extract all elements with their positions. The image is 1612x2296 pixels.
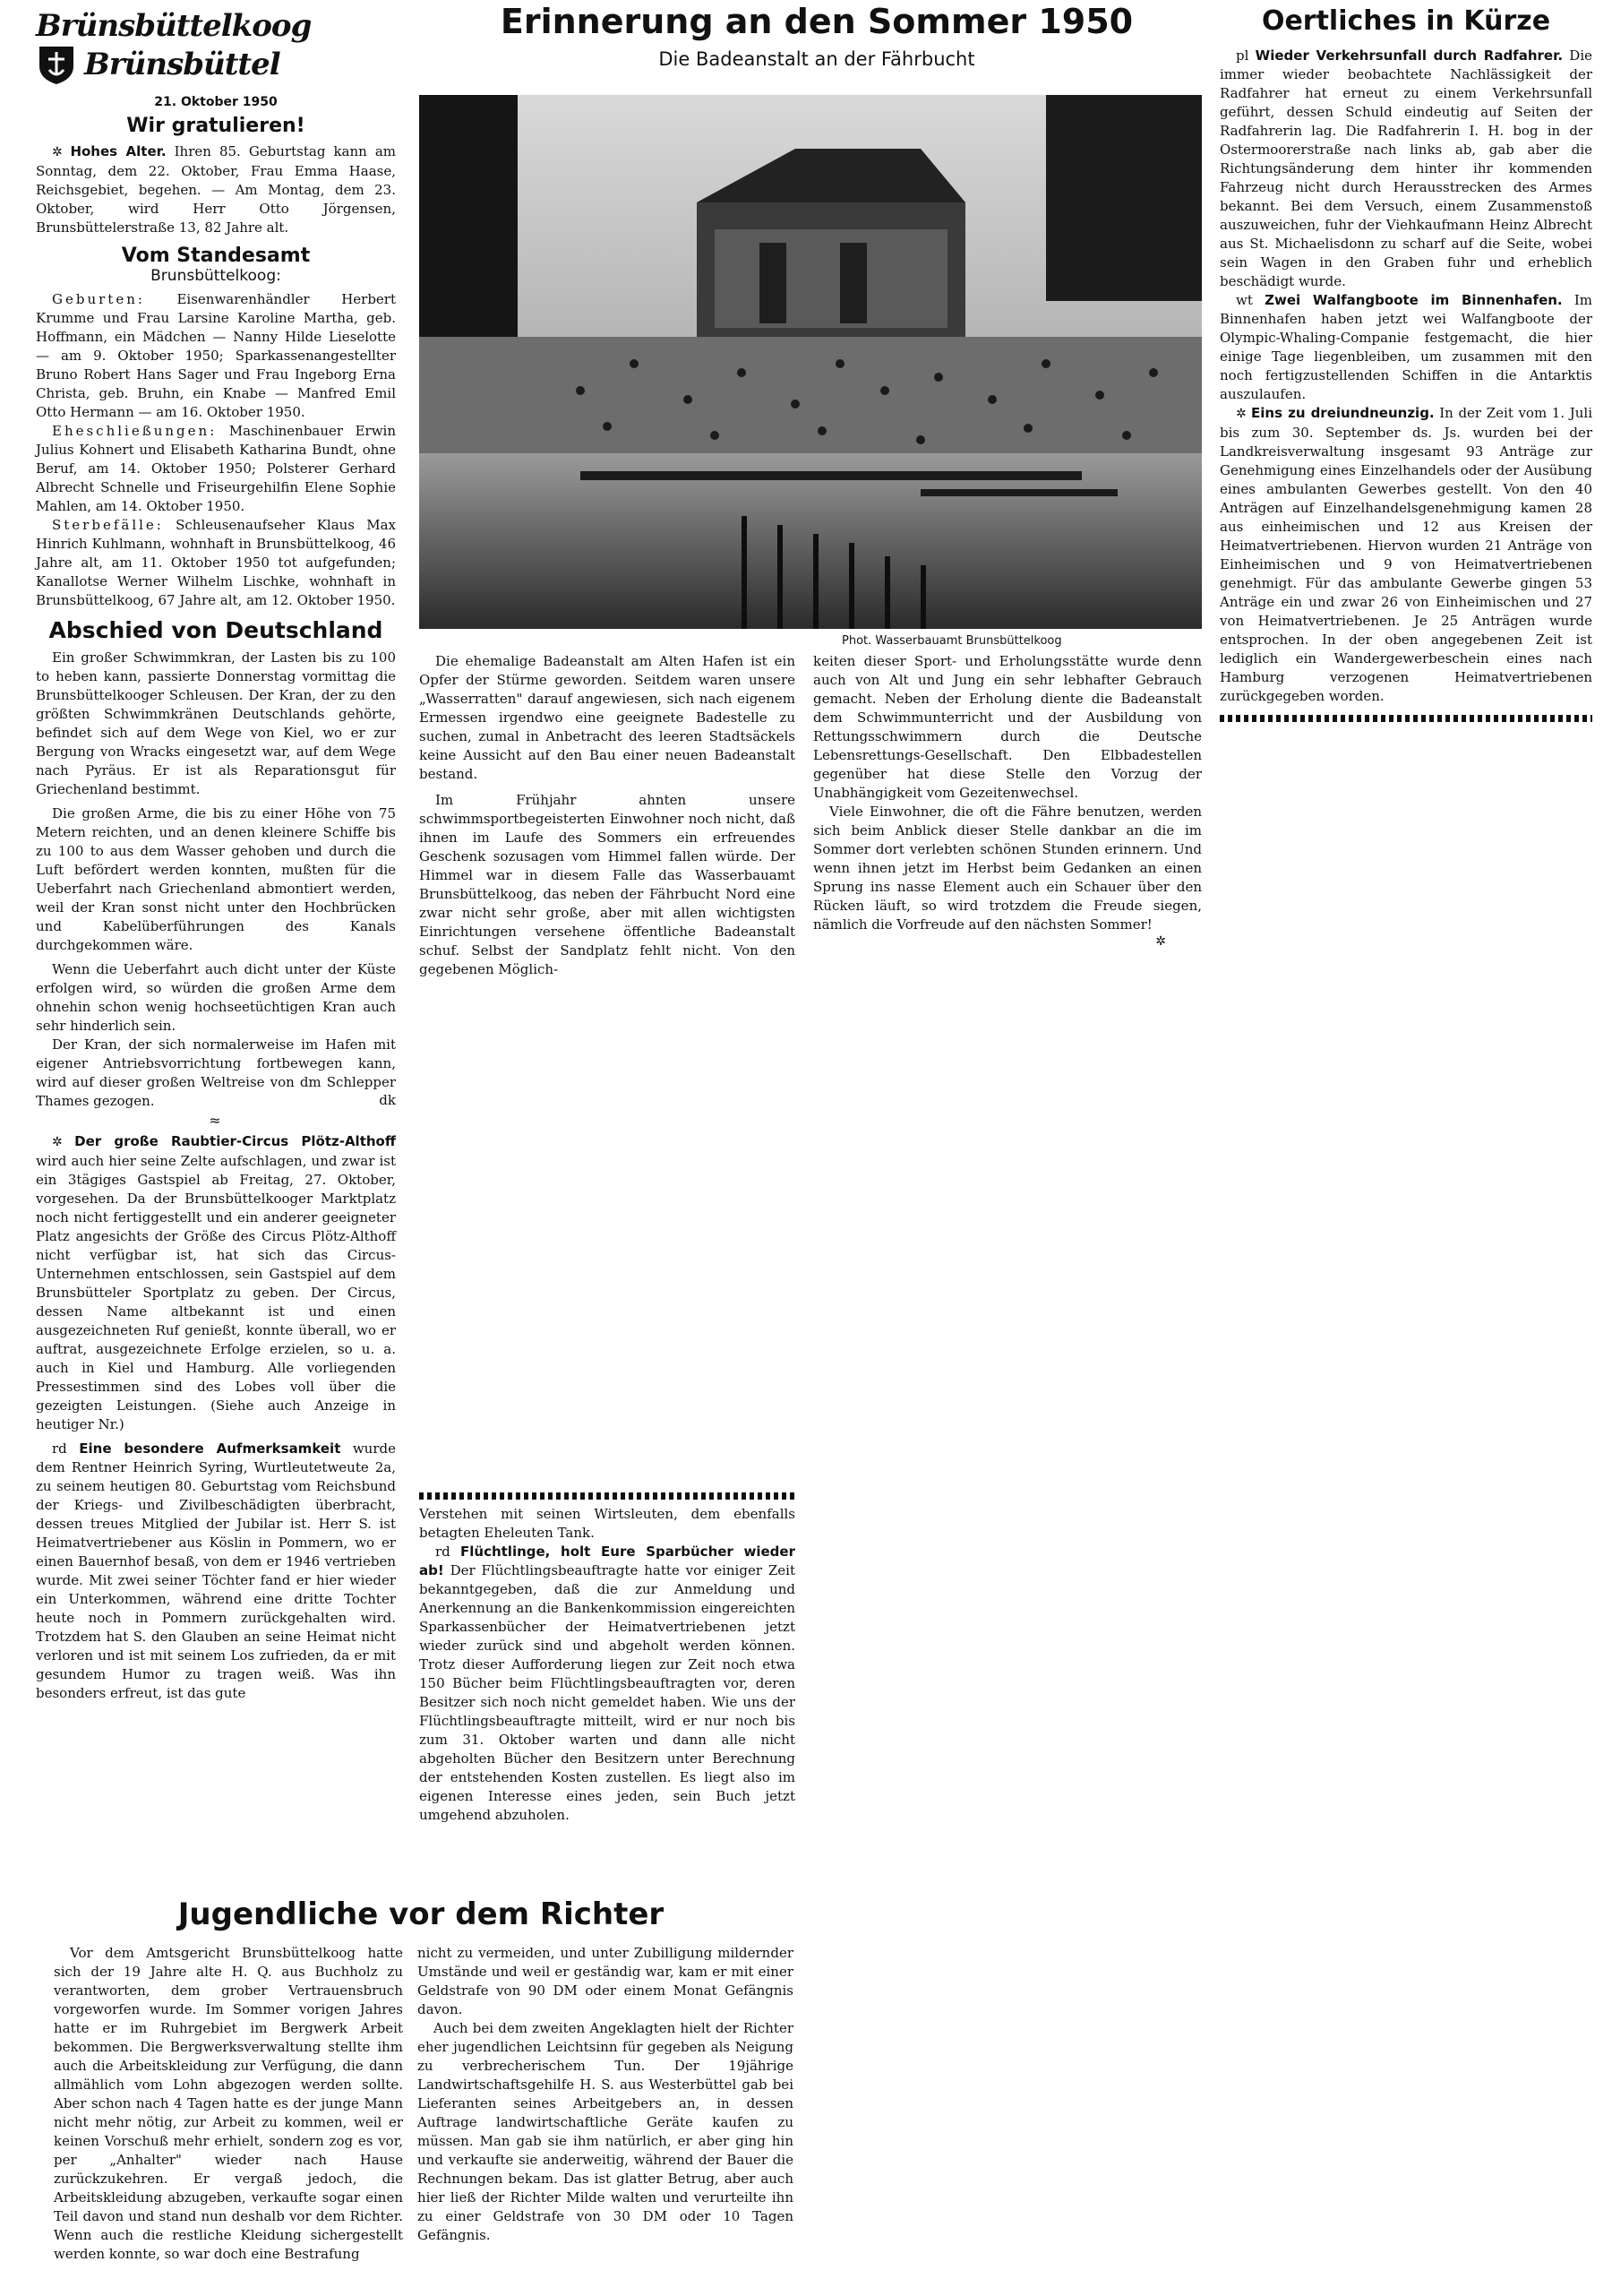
refugees-paragraph: rd Flüchtlinge, holt Eure Sparbücher wieder ab! Der Flüchtlingsbeauftragte hatte vor einiger Zeit bekanntgegeben, daß die zur Anmeldung und Anerkennung an die Bankenkommission eingereichten Sparkassenbücher der Heimatvertriebenen jetzt wieder zurück sind und abgeholt werden können. Trotz dieser Aufforderung liegen zur Zeit noch etwa 150 Bücher beim Flüchtlingsbeauftragten vor, deren Besitzer sich noch nicht gemeldet haben. Wie uns der Flüchtlingsbeauftragte mitteilt, wird er nur noch bis zum 31. Oktober warten und dann alle nicht abgeholten Bücher den Besitzern unter Berechnung der entstehenden Kosten zustellen. Es liegt also im eigenen Interesse eines jeden, sein Buch jetzt umgehend abzuholen. [419, 1544, 795, 1823]
left-column [36, 9, 396, 1703]
middle-text-col-1 [419, 652, 795, 979]
bottom-article [36, 1895, 806, 1947]
badeanstalt-paragraph-1: Die ehemalige Badeanstalt am Alten Hafen ist ein Opfer der Stürme geworden. Seitdem waren unsere „Wasserratten" darauf angewiesen, sich nach eigenem Ermessen irgendwo eine geeignete Badestelle zu suchen, zumal in Anbetracht des leeren Stadtsäckels keine Aussicht auf den Bau einer neuen Badeanstalt bestand. [419, 653, 795, 782]
middle-text-col-2 [813, 652, 1202, 949]
middle-lower-column [419, 1487, 795, 1825]
bathing-scene-image [419, 95, 1202, 629]
masthead-line1: Brünsbüttelkoog [36, 8, 312, 44]
tank-paragraph: Verstehen mit seinen Wirtsleuten, dem ebenfalls betagten Eheleuten Tank. [419, 1506, 795, 1541]
masthead [36, 9, 358, 86]
issue-date: 21. Oktober 1950 [154, 95, 278, 109]
births-paragraph: Geburten: Eisenwarenhändler Herbert Krumme und Frau Larsine Karoline Martha, geb. Hoffmann, ein Mädchen — Nanny Hilde Lieselotte — am 9. Oktober 1950; Sparkassenangestellter Bruno Robert Hans Sager und Frau Ingeborg Erna Christa, geb. Bruhn, ein Knabe — Manfred Emil Otto Hermann — am 16. Oktober 1950. [36, 291, 396, 420]
local-news-title: Oertliches in Kürze [1261, 5, 1551, 37]
bathing-photo [419, 95, 1202, 629]
standesamt-title: Vom Standesamt [121, 245, 311, 267]
article-subtitle: Die Badeanstalt an der Fährbucht [658, 48, 975, 70]
photo-credit: Phot. Wasserbauamt Brunsbüttelkoog [842, 634, 1062, 648]
applications-paragraph: ✲ Eins zu dreiundneunzig. In der Zeit vom 1. Juli bis zum 30. September ds. Js. wurden bei der Landkreisverwaltung insgesamt 93 Anträge zur Genehmigung eines Einzelhandels oder der Ausübung eines ambulanten Gewerbes gestellt. Von den 40 Anträgen auf Einzelhandelsgenehmigung kamen 28 aus einheimischen und 12 aus Kreisen der Heimatvertriebenen. Hiervon wurden 21 Anträge von Einheimischen und 9 von Heimatvertriebenen genehmigt. Für das ambulante Gewerbe gingen 53 Anträge ein und zwar 26 von Einheimischen und 27 von Heimatvertriebenen. Je 25 Anträgen wurde entsprochen. In der oben angegebenen Zeit ist lediglich ein Wandergewerbeschein eines nach Hamburg verzogenen Heimatvertriebenen zurückgegeben worden. [1220, 405, 1592, 704]
badeanstalt-paragraph-3: keiten dieser Sport- und Erholungsstätte wurde denn auch von Alt und Jung ein sehr lebhafter Gebrauch gemacht. Neben der Erholung diente die Badeanstalt dem Schwimmunterricht und der Ausbildung von Rettungsschwimmern durch die Deutsche Lebensrettungs-Gesellschaft. Den Elbbadestellen gegenüber hat diese Stelle den Vorzug der Unabhängigkeit vom Gezeitenwechsel. [813, 653, 1202, 801]
wave-separator: ≈ [209, 1112, 223, 1129]
abschied-paragraph-4: Der Kran, der sich normalerweise im Hafen mit eigener Antriebsvorrichtung fortbewegen kann, wird auf dieser großen Weltreise von dm Schlepper Thames gezogen. [36, 1036, 396, 1109]
article-title: Erinnerung an den Sommer 1950 [500, 2, 1134, 41]
deaths-paragraph: Sterbefälle: Schleusenaufseher Klaus Max Hinrich Kuhlmann, wohnhaft in Brunsbüttelkoog, 46 Jahre alt, am 11. Oktober 1950 tot aufgefunden; Kanallotse Werner Wilhelm Lischke, wohnhaft in Brunsbüttelkoog, 67 Jahre alt, am 12. Oktober 1950. [36, 517, 396, 608]
circus-paragraph: ✲ Der große Raubtier-Circus Plötz-Althoff wird auch hier seine Zelte aufschlagen, und zwar ist ein 3tägiges Gastspiel ab Freitag, 27. Oktober, vorgesehen. Da der Brunsbüttelkooger Marktplatz noch nicht fertiggestellt und ein anderer geeigneter Platz angesichts der Größe des Circus Plötz-Althoff nicht verfügbar ist, hat sich das Circus-Unternehmen entschlossen, sein Gastspiel auf dem Brunsbütteler Sportplatz zu geben. Der Circus, dessen Name altbekannt ist und einen ausgezeichneten Ruf genießt, konnte überall, wo er auftrat, ausgezeichnete Erfolge erzielen, so u. a. auch in Kiel und Hamburg. Alle vorliegenden Pressestimmen sind des Lobes voll über die gezeigten Leistungen. (Siehe auch Anzeige in heutiger Nr.) [36, 1133, 396, 1432]
bottom-col-1 [54, 1944, 403, 2264]
youth-court-paragraph-2: nicht zu vermeiden, und unter Zubilligung mildernder Umstände und weil er geständig war, kam er mit einer Geldstrafe von 90 DM oder einem Monat Gefängnis davon. [417, 1945, 793, 2017]
congrats-title: Wir gratulieren! [126, 115, 305, 137]
middle-section [414, 0, 1220, 70]
masthead-line2: Brünsbüttel [84, 47, 280, 82]
star-icon: ✲ [52, 145, 71, 159]
marriages-paragraph: Eheschließungen: Maschinenbauer Erwin Julius Kohnert und Elisabeth Katharina Bundt, ohne Beruf, am 14. Oktober 1950; Polsterer Gerhard Albrecht Schnelle und Friseurgehilfin Elene Sophie Mahlen, am 14. Oktober 1950. [36, 423, 396, 514]
youth-court-paragraph-3: Auch bei dem zweiten Angeklagten hielt der Richter eher jugendlichen Leichtsinn für gegeben als Neigung zu verbrecherischem Tun. Der 19jährige Landwirtschaftsgehilfe H. S. aus Westerbüttel gab bei Lieferanten seines Arbeitgebers an, in dessen Auftrage landwirtschaftliche Geräte kaufen zu müssen. Man gab sie ihm natürlich, er aber ging hin und verkaufte sie anderweitig, während der Bauer die Rechnungen bekam. Das ist glatter Betrug, aber auch hier ließ der Richter Milde walten und verurteilte ihn zu einer Geldstrafe von 30 DM oder 10 Tagen Gefängnis. [417, 2020, 793, 2243]
star-icon: ✲ [1155, 934, 1166, 949]
congrats-paragraph: ✲ Hohes Alter. Ihren 85. Geburtstag kann am Sonntag, dem 22. Oktober, Frau Emma Haase, Reichsgebiet, begehen. — Am Montag, dem 23. Oktober, wird Herr Otto Jörgensen, Brunsbüttelerstraße 13, 82 Jahre alt. [36, 143, 396, 236]
abschied-title: Abschied von Deutschland [48, 617, 383, 643]
coat-of-arms-icon [36, 43, 77, 86]
abschied-paragraph-3: Wenn die Ueberfahrt auch dicht unter der Küste erfolgen wird, so würden die großen Arme dem ohnehin schon wenig hochseetüchtigen Kran auch sehr hinderlich sein. [36, 961, 396, 1034]
whaling-boats-paragraph: wt Zwei Walfangboote im Binnenhafen. Im Binnenhafen haben jetzt wei Walfangboote der Olympic-Whaling-Companie festgemacht, die hier einige Tage liegenbleiben, um zusammen mit den noch fertigzustellenden Schiffen in die Antarktis auszulaufen. [1220, 292, 1592, 402]
badeanstalt-paragraph-2: Im Frühjahr ahnten unsere schwimmsportbegeisterten Einwohner noch nicht, daß ihnen im Laufe des Sommers ein erfreuendes Geschenk sozusagen vom Himmel fallen würde. Der Himmel war in diesem Falle das Wasserbauamt Brunsbüttelkoog, das neben der Fährbucht Nord eine zwar nicht sehr große, aber mit allen wichtigsten Einrichtungen versehene öffentliche Badeanstalt schuf. Selbst der Sandplatz fehlt nicht. Von den gegebenen Möglich- [419, 792, 795, 977]
badeanstalt-paragraph-4: Viele Einwohner, die oft die Fähre benutzen, werden sich beim Anblick dieser Stelle dankbar an die im Sommer dort verlebten schönen Stunden erinnern. Und wenn ihnen jetzt im Herbst beim Gedanken an einen Sprung ins nasse Element auch ein Schauer über den Rücken läuft, so wird trotzdem die Freude siegen, nämlich die Vorfreude auf den nächsten Sommer! [813, 804, 1202, 933]
youth-court-paragraph-1: Vor dem Amtsgericht Brunsbüttelkoog hatte sich der 19 Jahre alte H. Q. aus Buchholz zu verantworten, dem grober Vertrauensbruch vorgeworfen wurde. Im Sommer vorigen Jahres hatte er im Ruhrgebiet im Bergwerk Arbeit bekommen. Die Bergwerksverwaltung stellte ihm auch die Arbeitskleidung zur Verfügung, die dann allmählich vom Lohn abgezogen werden sollte. Aber schon nach 4 Tagen hatte es der junge Mann nicht mehr nötig, zur Arbeit zu kommen, weil er keinen Vorschuß mehr erhielt, sondern zog es vor, per „Anhalter" wieder nach Hause zurückzukehren. Er vergaß jedoch, die Arbeitskleidung abzugeben, verkaufte sogar einen Teil davon und stand nun deshalb vor dem Richter. Wenn auch die restliche Kleidung sichergestellt werden konnte, so war doch eine Bestrafung [54, 1945, 403, 2262]
abschied-paragraph-1: Ein großer Schwimmkran, der Lasten bis zu 100 to heben kann, passierte Donnerstag vormittag die Brunsbüttelkooger Schleusen. Der Kran, der zu den größten Schwimmkränen Deutschlands gehörte, befindet sich auf dem Wege von Kiel, wo er zur Bergung von Wracks eingesetzt war, auf dem Wege nach Pyräus. Er ist als Reparationsgut für Griechenland bestimmt. [36, 649, 396, 797]
syring-paragraph: rd Eine besondere Aufmerksamkeit wurde dem Rentner Heinrich Syring, Wurtleutetweute 2a, zu seinem heutigen 80. Geburtstag vom Reichsbund der Kriegs- und Zivilbeschädigten überbracht, dessen treues Mitglied der Jubilar ist. Herr S. ist Heimatvertriebener aus Köslin in Pommern, wo er einen Bauernhof besaß, von dem er 1946 vertrieben wurde. Mit zwei seiner Töchter fand er hier wieder ein Unterkommen, während eine dritte Tochter heute noch in Pommern zurückgehalten wird. Trotzdem hat S. den Glauben an seine Heimat nicht verloren und ist mit seinem Los zufrieden, da er mit gesundem Humor zu tragen weiß. Was ihn besonders erfreut, ist das gute [36, 1440, 396, 1701]
abschied-paragraph-2: Die großen Arme, die bis zu einer Höhe von 75 Metern reichten, und an denen kleinere Schiffe bis zu 100 to aus dem Wasser gehoben und durch die Luft befördert werden konnten, mußten für die Ueberfahrt nach Griechenland abmontiert werden, weil der Kran sonst nicht unter den Hochbrücken und Kabelüberführungen des Kanals durchgekommen wäre. [36, 805, 396, 953]
standesamt-subtitle: Brunsbüttelkoog: [150, 267, 281, 285]
star-icon: ✲ [52, 1135, 75, 1149]
youth-court-title: Jugendliche vor dem Richter [177, 1896, 665, 1932]
traffic-accident-paragraph: pl Wieder Verkehrsunfall durch Radfahrer. Die immer wieder beobachtete Nachlässigkeit der Radfahrer hat erneut zu einem Verkehrsunfall geführt, dessen Schuld eindeutig auf Seiten der Radfahrerin lag. Die Radfahrerin I. H. bog in der Ostermoorerstraße nach links ab, gab aber die Richtungsänderung dem hinter ihr kommenden Fahrzeug nicht durch Herausstrecken des Armes bekannt. Bei dem Versuch, einem Zusammenstoß auszuweichen, fuhr der Viehkaufmann Heinz Albrecht aus St. Michaelisdonn zu scharf auf die Seite, wobei sein Wagen in den Graben fuhr und erheblich beschädigt wurde. [1220, 47, 1593, 289]
dotted-divider [419, 1492, 795, 1500]
bottom-col-2 [417, 1944, 793, 2245]
star-icon: ✲ [1236, 407, 1252, 421]
abschied-signature: dk [379, 1092, 396, 1108]
dotted-divider [1220, 715, 1592, 722]
right-column [1220, 4, 1592, 727]
